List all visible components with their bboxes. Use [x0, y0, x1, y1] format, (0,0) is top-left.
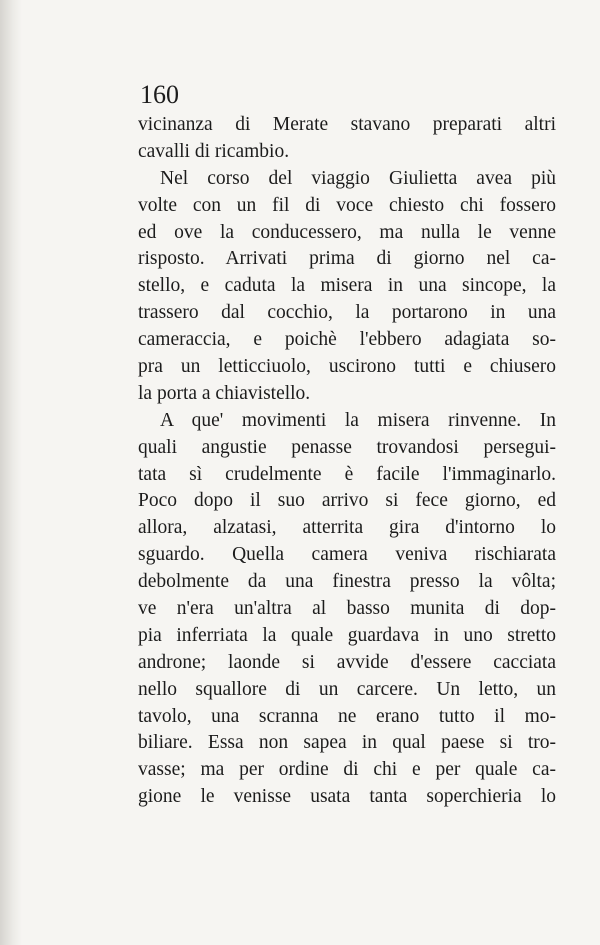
- text-line: androne; laonde si avvide d'essere cacciata: [138, 651, 556, 673]
- text-line: Poco dopo il suo arrivo si fece giorno, ed: [138, 490, 556, 512]
- text-line: cameraccia, e poichè l'ebbero adagiata so-: [138, 329, 556, 351]
- text-line: pra un letticciuolo, uscirono tutti e chiusero: [138, 356, 556, 378]
- text-line: ve n'era un'altra al basso munita di dop-: [138, 598, 556, 620]
- text-line: debolmente da una finestra presso la vôlta;: [138, 571, 556, 593]
- text-line: la porta a chiavistello.: [138, 382, 311, 404]
- text-line: vicinanza di Merate stavano preparati altri: [138, 114, 556, 135]
- text-line: tavolo, una scranna ne erano tutto il mo-: [138, 705, 556, 727]
- text-line: nello squallore di un carcere. Un letto, un: [138, 678, 556, 700]
- text-line: gione le venisse usata tanta soperchieria lo: [138, 786, 556, 808]
- text-line: biliare. Essa non sapea in qual paese si tro-: [138, 732, 556, 754]
- text-line: volte con un fil di voce chiesto chi fossero: [138, 194, 556, 216]
- paragraph-start-line: A que' movimenti la misera rinvenne. In: [160, 409, 556, 431]
- text-line: ed ove la conducessero, ma nulla le venne: [138, 221, 556, 243]
- text-line: risposto. Arrivati prima di giorno nel ca-: [138, 248, 556, 270]
- text-line: trassero dal cocchio, la portarono in una: [138, 302, 556, 324]
- text-line: sguardo. Quella camera veniva rischiarata: [138, 544, 556, 566]
- page-number: 160: [140, 80, 179, 109]
- paragraph-start-line: Nel corso del viaggio Giulietta avea più: [160, 167, 556, 189]
- page-binding-edge: [0, 0, 22, 945]
- text-line: vasse; ma per ordine di chi e per quale ca-: [138, 759, 556, 781]
- text-line: stello, e caduta la misera in una sincope, la: [138, 275, 556, 297]
- text-line: tata sì crudelmente è facile l'immaginarlo.: [138, 463, 556, 485]
- text-line: pia inferriata la quale guardava in uno stretto: [138, 624, 556, 646]
- text-line: allora, alzatasi, atterrita gira d'intorno lo: [138, 517, 556, 539]
- book-page: [138, 78, 556, 811]
- text-line: cavalli di ricambio.: [138, 140, 290, 162]
- text-line: quali angustie penasse trovandosi persegui-: [138, 436, 556, 458]
